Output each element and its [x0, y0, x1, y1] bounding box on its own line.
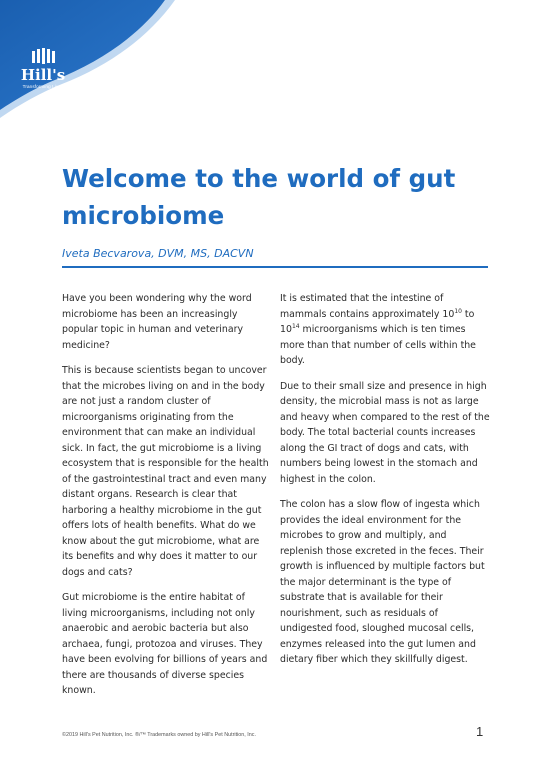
page-number: 1 [476, 724, 484, 739]
paragraph: This is because scientists began to uncover that the microbes living on and in the body are not just a random cluster of microorganisms originating from the environment that can make an individual sick. In fact, the gut microbiome is a living ecosystem that is responsible for the health of the gastrointestinal tract and even many distant organs. Research is clear that harboring a healthy microbiome in the gut offers lots of health benefits. What do we know about the gut microbiome, what are its benefits and why does it matter to our dogs and cats? [62, 365, 269, 578]
paragraph: The colon has a slow flow of ingesta which provides the ideal environment for the microbes to grow and multiply, and replenish those excreted in the feces. Their growth is influenced by multiple factors but the major determinant is the type of substrate that is available for their nourishment, such as residuals of undigested food, sloughed mucosal cells, enzymes released into the gut lumen and dietary fiber which they skillfully digest. [280, 499, 485, 665]
exponent: 10 [454, 307, 462, 315]
paragraph: Due to their small size and presence in high density, the microbial mass is not as large and heavy when compared to the rest of the body. The total bacterial counts increases along the GI tract of dogs and cats, with numbers being lowest in the stomach and highest in the colon. [280, 380, 490, 485]
hills-logo [18, 49, 68, 89]
logo-wordmark: Hill's [20, 66, 66, 84]
title-divider [62, 266, 488, 268]
paragraph: Have you been wondering why the word microbiome has been an increasingly popular topic in human and veterinary medicine? [62, 293, 252, 351]
right-column [280, 291, 490, 678]
paragraph: Gut microbiome is the entire habitat of living microorganisms, including not only anaerobic and aerobic bacteria but also archaea, fungi, protozoa and viruses. They have been evolving for billions of years and there are thousands of diverse species known. [62, 592, 268, 696]
paragraph-with-exponents: It is estimated that the intestine of mammals contains approximately $10^{10}$ to $10^{14}$ microorganisms which is ten times more than that number of cells within the body. [280, 293, 476, 366]
article-author: Iveta Becvarova, DVM, MS, DACVN [62, 247, 254, 260]
left-column [62, 291, 272, 709]
logo-tagline: Transforming Lives [22, 84, 64, 89]
corner-decoration [0, 0, 550, 140]
copyright-footer: ©2019 Hill's Pet Nutrition, Inc. ®/™ Trademarks owned by Hill's Pet Nutrition, Inc. [62, 732, 256, 738]
logo-mark-icon [24, 49, 62, 67]
exponent: 14 [291, 322, 300, 330]
article-title: Welcome to the world of gut microbiome [62, 164, 456, 230]
